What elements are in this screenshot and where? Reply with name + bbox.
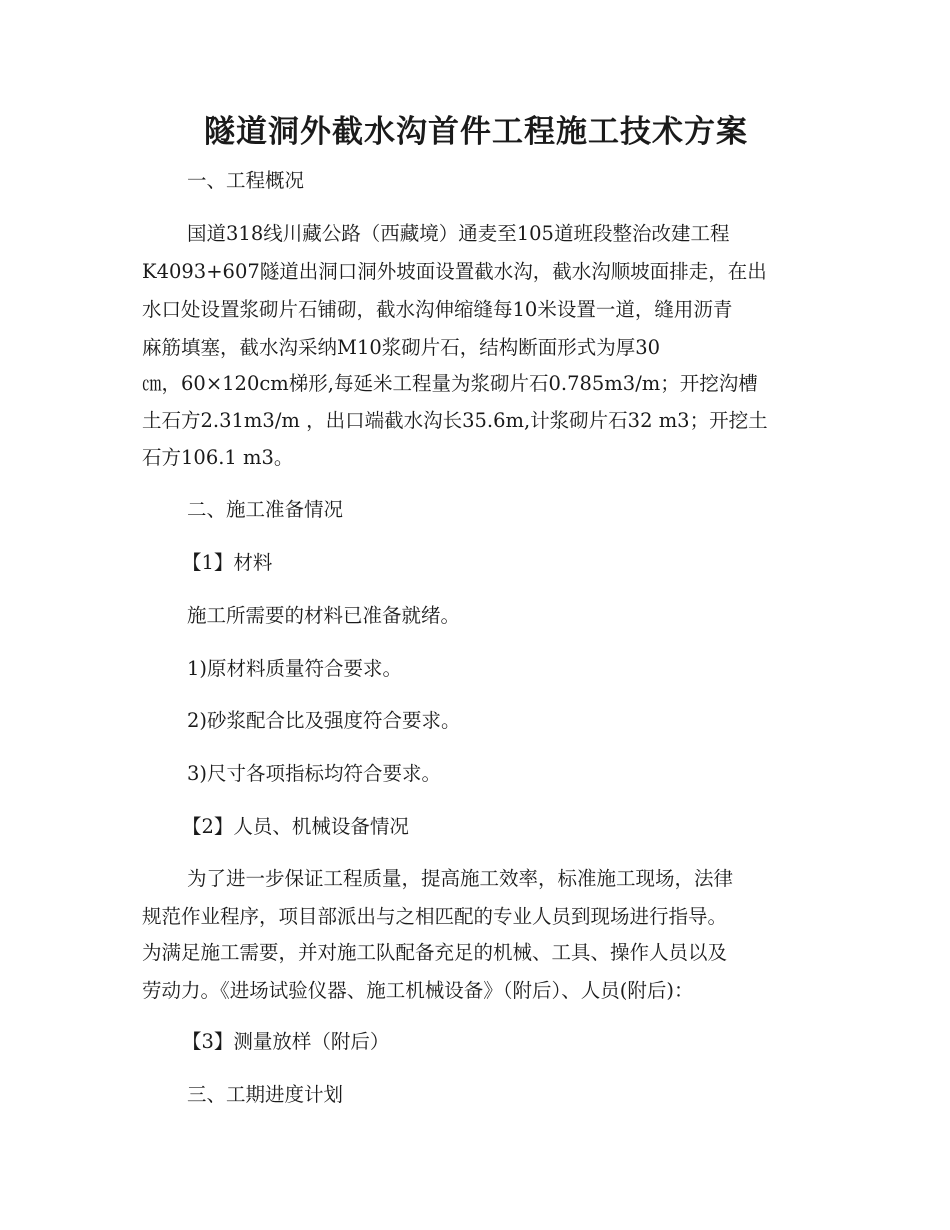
paragraph-line: 国道318线川藏公路（西藏境）通麦至105道班段整治改建工程 — [187, 222, 730, 245]
paragraph-line: ㎝，60×120cm梯形,每延米工程量为浆砌片石0.785m3/m；开挖沟槽 — [142, 372, 758, 395]
list-item: 1)原材料质量符合要求。 — [187, 657, 403, 680]
subheading-materials: 【1】材料 — [182, 551, 273, 574]
section-heading-overview: 一、工程概况 — [187, 169, 305, 192]
paragraph-line: 规范作业程序，项目部派出与之相匹配的专业人员到现场进行指导。 — [142, 905, 728, 928]
section-heading-preparation: 二、施工准备情况 — [187, 498, 344, 521]
paragraph-line: 为了进一步保证工程质量，提高施工效率，标准施工现场，法律 — [187, 867, 734, 890]
subheading-personnel: 【2】人员、机械设备情况 — [182, 815, 409, 838]
list-item: 3)尺寸各项指标均符合要求。 — [187, 762, 442, 785]
paragraph-line: 土石方2.31m3/m ，出口端截水沟长35.6m,计浆砌片石32 m3；开挖土 — [142, 409, 768, 432]
paragraph-line: 麻筋填塞，截水沟采纳M10浆砌片石，结构断面形式为厚30 — [142, 336, 661, 359]
paragraph-line: 劳动力。《进场试验仪器、施工机械设备》（附后）、人员(附后)： — [142, 979, 694, 1002]
paragraph-line: 水口处设置浆砌片石铺砌，截水沟伸缩缝每10米设置一道，缝用沥青 — [142, 298, 733, 321]
subheading-survey: 【3】测量放样（附后） — [182, 1030, 390, 1053]
document-title: 隧道洞外截水沟首件工程施工技术方案 — [204, 114, 748, 150]
paragraph-line: K4093+607隧道出洞口洞外坡面设置截水沟，截水沟顺坡面排走，在出 — [142, 260, 767, 283]
section-heading-schedule: 三、工期进度计划 — [187, 1083, 344, 1106]
paragraph-line: 石方106.1 m3。 — [142, 446, 294, 469]
materials-intro: 施工所需要的材料已准备就绪。 — [187, 604, 461, 627]
list-item: 2)砂浆配合比及强度符合要求。 — [187, 709, 461, 732]
paragraph-line: 为满足施工需要，并对施工队配备充足的机械、工具、操作人员以及 — [142, 941, 728, 964]
